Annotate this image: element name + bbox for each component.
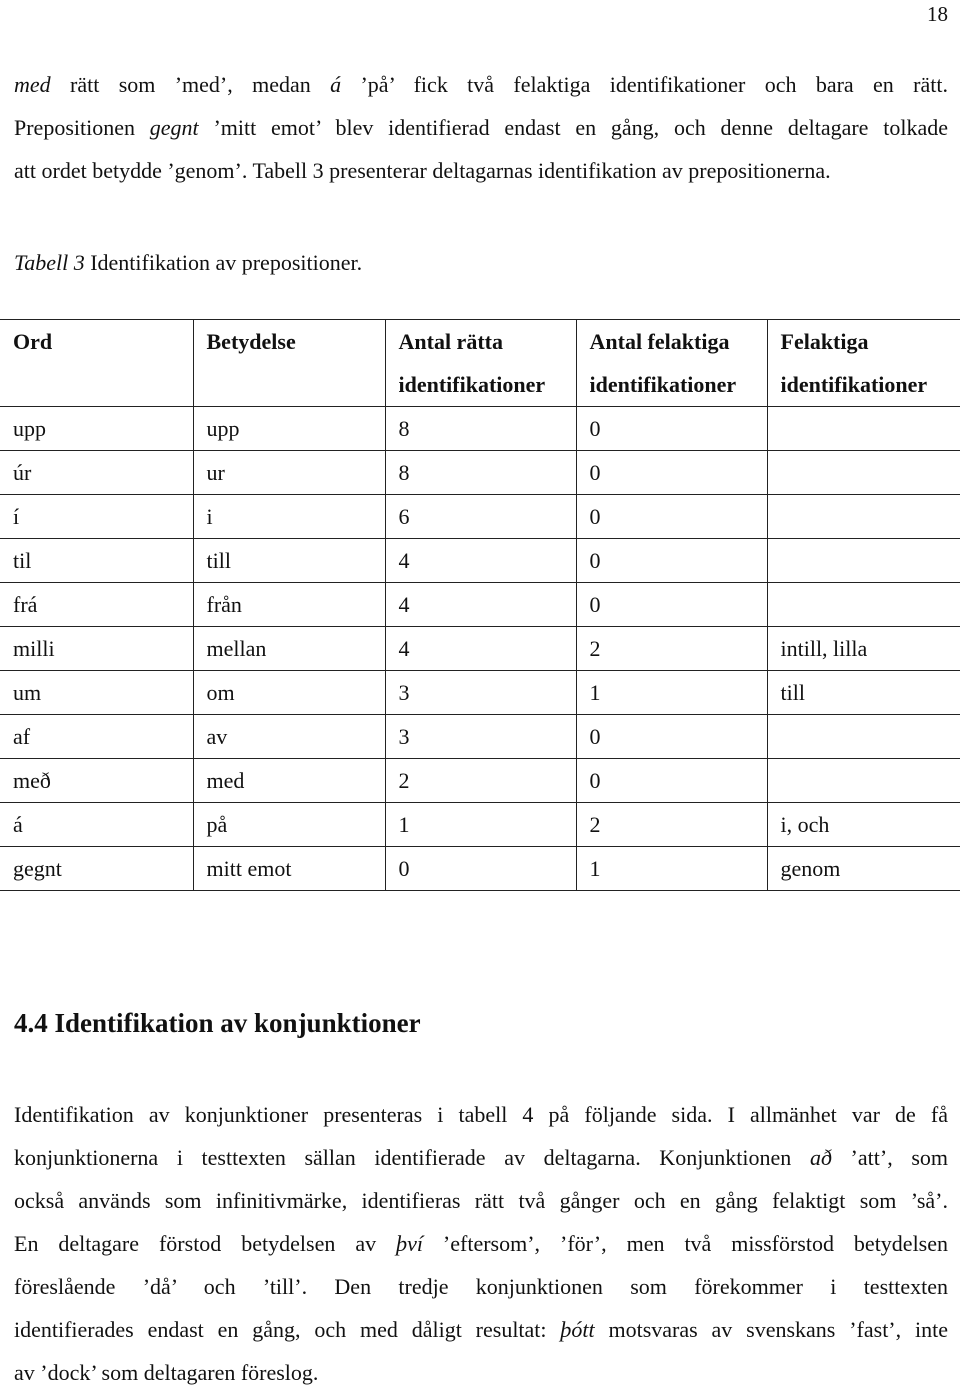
text-run: En deltagare förstod betydelsen av bbox=[14, 1231, 397, 1256]
cell-antal-ratta: 8 bbox=[385, 407, 576, 451]
text-line bbox=[14, 1136, 948, 1179]
cell-betydelse: från bbox=[193, 583, 385, 627]
header-text: Betydelse bbox=[206, 329, 296, 354]
cell-antal-ratta: 4 bbox=[385, 627, 576, 671]
section-heading: 4.4 Identifikation av konjunktioner bbox=[14, 1008, 421, 1038]
cell-antal-felaktiga: 1 bbox=[576, 847, 767, 891]
table-row bbox=[0, 495, 960, 539]
text-line bbox=[14, 106, 948, 149]
table-row bbox=[0, 627, 960, 671]
cell-felaktiga bbox=[767, 407, 960, 451]
cell-felaktiga: till bbox=[767, 671, 960, 715]
cell-felaktiga bbox=[767, 715, 960, 759]
cell-betydelse: ur bbox=[193, 451, 385, 495]
cell-antal-ratta: 3 bbox=[385, 715, 576, 759]
text-line bbox=[14, 1093, 948, 1136]
cell-ord: til bbox=[0, 539, 193, 583]
text-run: motsvaras av svenskans ’fast’, inte bbox=[594, 1317, 948, 1342]
text-run: konjunktionerna i testtexten sällan identifierade av deltagarna. Konjunktionen bbox=[14, 1145, 810, 1170]
cell-antal-felaktiga: 1 bbox=[576, 671, 767, 715]
cell-betydelse: i bbox=[193, 495, 385, 539]
cell-felaktiga: genom bbox=[767, 847, 960, 891]
cell-felaktiga: intill, lilla bbox=[767, 627, 960, 671]
cell-antal-felaktiga: 2 bbox=[576, 627, 767, 671]
text-run: ’mitt emot’ blev identifierad endast en gång, och denne deltagare tolkade bbox=[198, 115, 948, 140]
cell-betydelse: med bbox=[193, 759, 385, 803]
cell-ord: frá bbox=[0, 583, 193, 627]
text-line bbox=[14, 1351, 948, 1394]
cell-betydelse: till bbox=[193, 539, 385, 583]
table-row bbox=[0, 671, 960, 715]
cell-antal-felaktiga: 0 bbox=[576, 407, 767, 451]
header-felaktiga bbox=[767, 320, 960, 407]
cell-antal-felaktiga: 0 bbox=[576, 715, 767, 759]
table-row bbox=[0, 759, 960, 803]
table-row bbox=[0, 539, 960, 583]
text-run: identifierades endast en gång, och med dåligt resultat: bbox=[14, 1317, 561, 1342]
cell-antal-felaktiga: 0 bbox=[576, 583, 767, 627]
table-body bbox=[0, 407, 960, 891]
text-run: av ’dock’ som deltagaren föreslog. bbox=[14, 1360, 319, 1385]
cell-ord: milli bbox=[0, 627, 193, 671]
italic-term: gegnt bbox=[149, 115, 199, 140]
cell-antal-ratta: 6 bbox=[385, 495, 576, 539]
table-row bbox=[0, 803, 960, 847]
cell-antal-ratta: 4 bbox=[385, 539, 576, 583]
table-row bbox=[0, 407, 960, 451]
cell-antal-ratta: 4 bbox=[385, 583, 576, 627]
cell-ord: með bbox=[0, 759, 193, 803]
header-text: identifikationer bbox=[780, 372, 928, 397]
italic-term: þótt bbox=[560, 1317, 595, 1342]
header-text: identifikationer bbox=[398, 372, 546, 397]
text-line bbox=[14, 63, 948, 106]
text-line bbox=[14, 1179, 948, 1222]
cell-felaktiga bbox=[767, 583, 960, 627]
cell-antal-felaktiga: 2 bbox=[576, 803, 767, 847]
cell-betydelse: om bbox=[193, 671, 385, 715]
cell-antal-felaktiga: 0 bbox=[576, 539, 767, 583]
cell-antal-felaktiga: 0 bbox=[576, 495, 767, 539]
header-antal-ratta bbox=[385, 320, 576, 407]
table-caption-text: Identifikation av prepositioner. bbox=[84, 250, 363, 275]
text-run: Identifikation av konjunktioner presenteras i tabell 4 på följande sida. I allmänhet var de få bbox=[14, 1102, 948, 1127]
cell-betydelse: av bbox=[193, 715, 385, 759]
italic-term: med bbox=[14, 72, 51, 97]
cell-antal-ratta: 0 bbox=[385, 847, 576, 891]
intro-paragraph bbox=[14, 63, 948, 192]
text-run: ’att’, som bbox=[831, 1145, 948, 1170]
italic-term: að bbox=[809, 1145, 832, 1170]
cell-antal-ratta: 2 bbox=[385, 759, 576, 803]
cell-ord: gegnt bbox=[0, 847, 193, 891]
cell-felaktiga bbox=[767, 495, 960, 539]
cell-ord: á bbox=[0, 803, 193, 847]
text-run: Prepositionen bbox=[14, 115, 150, 140]
text-run: rätt som ’med’, medan bbox=[50, 72, 331, 97]
cell-antal-felaktiga: 0 bbox=[576, 451, 767, 495]
italic-term: á bbox=[330, 72, 342, 97]
cell-betydelse: mellan bbox=[193, 627, 385, 671]
header-ord bbox=[0, 320, 193, 407]
table-row bbox=[0, 847, 960, 891]
text-run: ’eftersom’, ’för’, men två missförstod betydelsen bbox=[422, 1231, 949, 1256]
text-run: ’på’ fick två felaktiga identifikationer och bara en rätt. bbox=[341, 72, 948, 97]
header-text: Ord bbox=[13, 329, 53, 354]
cell-ord: upp bbox=[0, 407, 193, 451]
cell-felaktiga bbox=[767, 451, 960, 495]
text-run: också används som infinitivmärke, identifieras rätt två gånger och en gång felaktigt som ’så’. bbox=[14, 1188, 948, 1213]
body-paragraph bbox=[14, 1093, 948, 1394]
header-text: identifikationer bbox=[589, 372, 737, 397]
text-line bbox=[14, 1222, 948, 1265]
header-antal-felaktiga bbox=[576, 320, 767, 407]
italic-term: því bbox=[396, 1231, 423, 1256]
cell-antal-felaktiga: 0 bbox=[576, 759, 767, 803]
table-caption bbox=[14, 241, 362, 284]
cell-betydelse: mitt emot bbox=[193, 847, 385, 891]
header-text: Antal rätta bbox=[398, 329, 503, 354]
header-betydelse bbox=[193, 320, 385, 407]
text-line bbox=[14, 1308, 948, 1351]
cell-ord: af bbox=[0, 715, 193, 759]
table-row bbox=[0, 715, 960, 759]
cell-betydelse: upp bbox=[193, 407, 385, 451]
header-text: Felaktiga bbox=[780, 329, 869, 354]
table-caption-label: Tabell 3 bbox=[14, 250, 85, 275]
cell-antal-ratta: 1 bbox=[385, 803, 576, 847]
cell-betydelse: på bbox=[193, 803, 385, 847]
cell-antal-ratta: 8 bbox=[385, 451, 576, 495]
text-run: föreslående ’då’ och ’till’. Den tredje konjunktionen som förekommer i testtexten bbox=[14, 1274, 948, 1299]
cell-ord: um bbox=[0, 671, 193, 715]
cell-antal-ratta: 3 bbox=[385, 671, 576, 715]
cell-felaktiga: i, och bbox=[767, 803, 960, 847]
prepositions-table bbox=[0, 319, 960, 891]
table-row bbox=[0, 583, 960, 627]
text-line bbox=[14, 149, 948, 192]
header-text: Antal felaktiga bbox=[589, 329, 730, 354]
cell-felaktiga bbox=[767, 759, 960, 803]
cell-felaktiga bbox=[767, 539, 960, 583]
table-header-row bbox=[0, 320, 960, 407]
cell-ord: í bbox=[0, 495, 193, 539]
text-line bbox=[14, 1265, 948, 1308]
text-run: att ordet betydde ’genom’. Tabell 3 presenterar deltagarnas identifikation av prepositionerna. bbox=[14, 158, 831, 183]
table-row bbox=[0, 451, 960, 495]
cell-ord: úr bbox=[0, 451, 193, 495]
page-number: 18 bbox=[927, 2, 948, 26]
